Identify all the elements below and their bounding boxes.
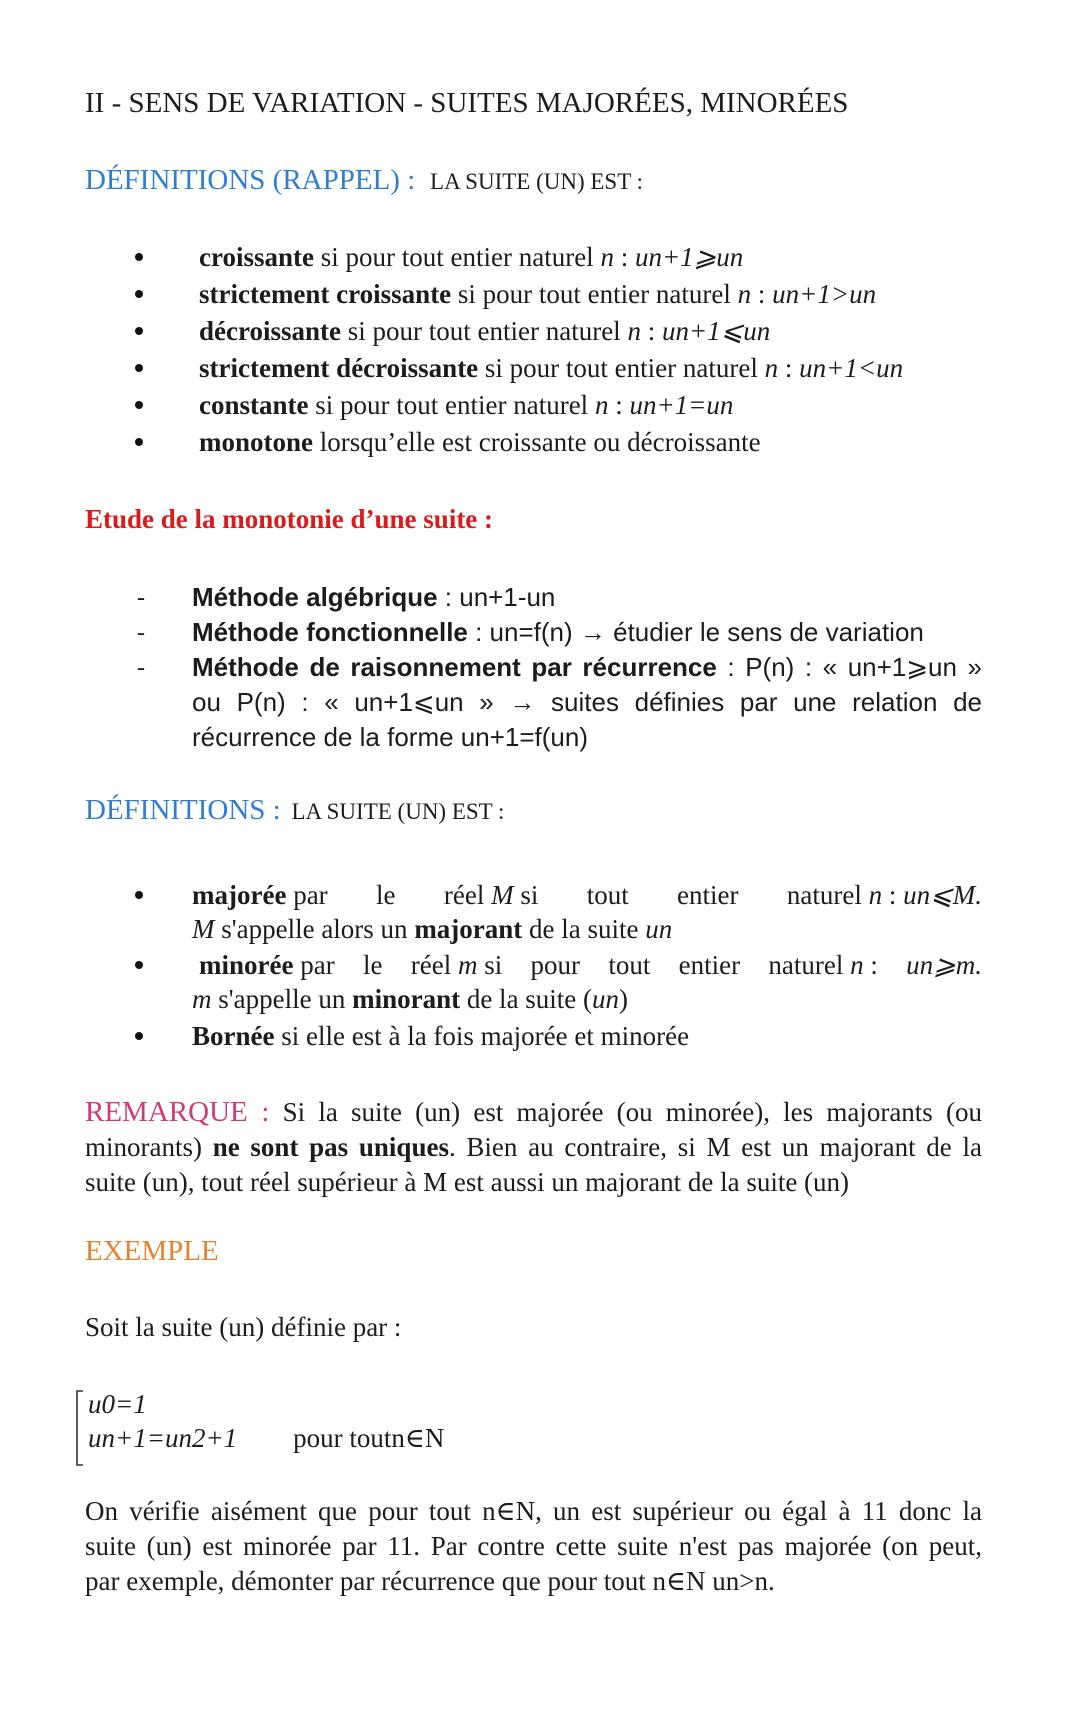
dash-icon: - — [137, 655, 145, 681]
system-line2: un+1=un2+1 pour toutn∈N — [88, 1423, 445, 1453]
method-recurrence-line1: Méthode de raisonnement par récurrence : P(n) : « un+1⩾un » — [192, 652, 982, 682]
remarque-line1: REMARQUE : Si la suite (un) est majorée (ou minorée), les majorants (ou — [85, 1096, 982, 1128]
majoree-line2: M s'appelle alors un majorant de la suite un — [192, 914, 673, 944]
bullet-icon — [135, 961, 143, 969]
minoree-line2: m s'appelle un minorant de la suite (un) — [192, 984, 629, 1014]
bullet-icon — [135, 290, 143, 298]
list-item: strictement décroissante si pour tout entier naturel n : un+1<un — [199, 353, 904, 383]
list-item: croissante si pour tout entier naturel n : un+1⩾un — [199, 242, 744, 272]
dash-icon: - — [137, 620, 145, 646]
definitions-label: DÉFINITIONS : — [85, 794, 281, 826]
remarque-line2: minorants) ne sont pas uniques. Bien au contraire, si M est un majorant de la — [85, 1132, 982, 1162]
dash-icon: - — [137, 585, 145, 611]
conclusion-line1: On vérifie aisément que pour tout n∈N, un est supérieur ou égal à 11 donc la — [85, 1496, 982, 1526]
bullet-icon — [135, 401, 143, 409]
majoree-line1: majorée par le réel M si tout entier naturel n : un⩽M. — [192, 880, 982, 910]
system-brace-icon — [74, 1390, 84, 1466]
system-line1: u0=1 — [88, 1389, 147, 1419]
definitions-rappel-label: DÉFINITIONS (RAPPEL) : — [85, 164, 416, 196]
method-algebrique: Méthode algébrique : un+1-un — [192, 582, 556, 612]
bullet-icon — [135, 327, 143, 335]
section-heading: II - SENS DE VARIATION - SUITES MAJORÉES, MINORÉES — [85, 87, 849, 119]
method-fonctionnelle: Méthode fonctionnelle : un=f(n) → étudier le sens de variation — [192, 617, 924, 647]
bullet-icon — [135, 253, 143, 261]
bullet-icon — [135, 364, 143, 372]
definitions-rappel-suffix: LA SUITE (UN) EST : — [430, 169, 643, 194]
conclusion-line3: par exemple, démonter par récurrence que pour tout n∈N un>n. — [85, 1566, 775, 1596]
definitions-header — [85, 793, 504, 829]
definitions-rappel-header — [85, 163, 643, 199]
list-item: monotone lorsqu’elle est croissante ou décroissante — [199, 427, 761, 457]
bornee-line: Bornée si elle est à la fois majorée et minorée — [192, 1021, 690, 1051]
minoree-line1: minorée par le réel m si pour tout entier naturel n : un⩾m. — [199, 950, 982, 980]
bullet-icon — [135, 1032, 143, 1040]
list-item: décroissante si pour tout entier naturel n : un+1⩽un — [199, 316, 771, 346]
definitions-suffix: LA SUITE (UN) EST : — [291, 799, 505, 824]
list-item: strictement croissante si pour tout entier naturel n : un+1>un — [199, 279, 877, 309]
arrow-right-icon: → — [579, 617, 606, 647]
exemple-label: EXEMPLE — [85, 1235, 219, 1267]
list-item: constante si pour tout entier naturel n : un+1=un — [199, 390, 734, 420]
exemple-intro: Soit la suite (un) définie par : — [85, 1312, 402, 1342]
method-recurrence-line3: récurrence de la forme un+1=f(un) — [192, 722, 588, 752]
bullet-icon — [135, 891, 143, 899]
etude-title: Etude de la monotonie d’une suite : — [85, 504, 494, 534]
bullet-icon — [135, 438, 143, 446]
conclusion-line2: suite (un) est minorée par 11. Par contre cette suite n'est pas majorée (on peut, — [85, 1531, 982, 1561]
method-recurrence-line2: ou P(n) : « un+1⩽un » → suites définies par une relation de — [192, 687, 982, 717]
remarque-line3: suite (un), tout réel supérieur à M est aussi un majorant de la suite (un) — [85, 1167, 850, 1197]
